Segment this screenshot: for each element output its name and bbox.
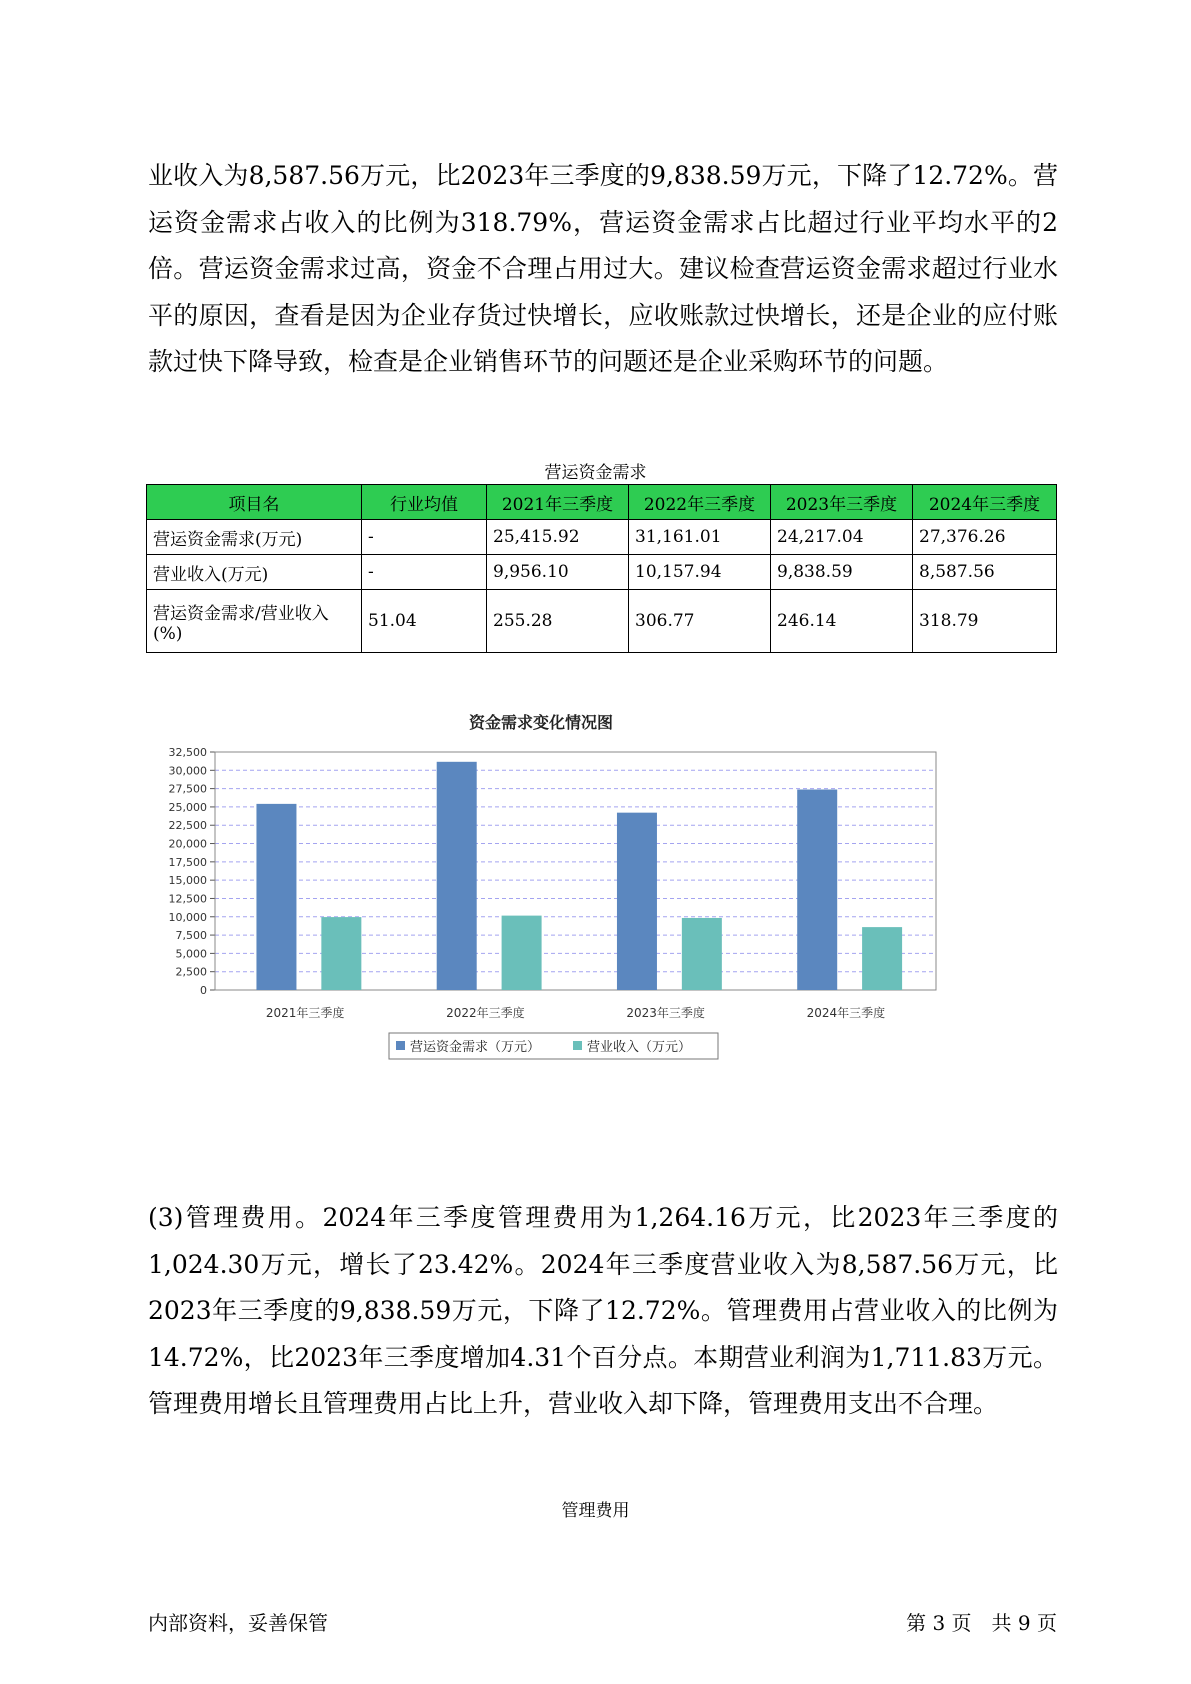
table-cell: 255.28: [487, 590, 629, 653]
bar-working-capital: [437, 762, 477, 990]
y-tick-label: 15,000: [168, 874, 207, 888]
table-cell: 246.14: [771, 590, 913, 653]
table-cell: -: [362, 520, 487, 555]
y-tick-label: 12,500: [168, 892, 207, 906]
table-cell: 营运资金需求/营业收入(%): [147, 590, 362, 653]
x-tick-label: 2022年三季度: [446, 1006, 525, 1020]
y-tick-label: 32,500: [168, 746, 207, 759]
table-cell: 306.77: [629, 590, 771, 653]
chart-title: 资金需求变化情况图: [468, 713, 614, 732]
legend-swatch: [573, 1041, 582, 1050]
table-title: 营运资金需求: [544, 463, 647, 483]
working-capital-table: [146, 484, 1057, 653]
y-tick-label: 17,500: [168, 855, 207, 869]
bar-working-capital: [797, 790, 837, 990]
y-tick-label: 22,500: [168, 819, 207, 833]
table-cell: 51.04: [362, 590, 487, 653]
table-cell: 31,161.01: [629, 520, 771, 555]
table-cell: 318.79: [913, 590, 1057, 653]
bar-working-capital: [256, 804, 296, 990]
table-header-cell: 2024年三季度: [913, 485, 1057, 520]
x-tick-label: 2021年三季度: [265, 1006, 345, 1020]
y-tick-label: 2,500: [175, 965, 207, 979]
body-paragraph: (3)管理费用。2024年三季度管理费用为1,264.16万元，比2023年三季度的1,024.30万元，增长了23.42%。2024年三季度营业收入为8,587.56万元，比2023年三季度的9,838.59万元，下降了12.72%。管理费用占营业收入的比例为14.72%，比2023年三季度增加4.31个百分点。本期营业利润为1,711.83万元。管理费用增长且管理费用占比上升，营业收入却下降，管理费用支出不合理。: [148, 1203, 1058, 1418]
y-tick-label: 25,000: [168, 800, 207, 814]
table-header-cell: 项目名: [147, 485, 362, 520]
table-cell: 9,956.10: [487, 555, 629, 590]
table-cell: 8,587.56: [913, 555, 1057, 590]
y-tick-label: 20,000: [168, 837, 207, 851]
table-header-row: [147, 485, 1057, 520]
table-cell: 24,217.04: [771, 520, 913, 555]
bar-working-capital: [617, 813, 657, 990]
y-tick-label: 10,000: [168, 910, 207, 924]
y-tick-label: 7,500: [175, 929, 207, 943]
bar-revenue: [321, 917, 361, 990]
legend-label: 营业收入（万元）: [587, 1040, 692, 1055]
table-row: [147, 520, 1057, 555]
y-tick-label: 5,000: [175, 947, 207, 961]
funding-demand-chart: [146, 700, 1058, 1160]
table-header-cell: 行业均值: [362, 485, 487, 520]
bar-revenue: [862, 927, 902, 990]
table-cell: 10,157.94: [629, 555, 771, 590]
table-header-cell: 2023年三季度: [771, 485, 913, 520]
x-tick-label: 2024年三季度: [806, 1006, 886, 1020]
x-tick-label: 2023年三季度: [626, 1006, 705, 1020]
table-cell: 营业收入(万元): [147, 555, 362, 590]
bar-revenue: [502, 916, 542, 990]
y-tick-label: 27,500: [168, 782, 207, 796]
legend-label: 营运资金需求（万元）: [410, 1040, 541, 1055]
table-cell: 9,838.59: [771, 555, 913, 590]
table-header-cell: 2022年三季度: [629, 485, 771, 520]
footer-page-number: 第 3 页 共 9 页: [906, 1611, 1057, 1635]
legend-swatch: [396, 1041, 405, 1050]
table-row: [147, 555, 1057, 590]
body-paragraph: 业收入为8,587.56万元，比2023年三季度的9,838.59万元，下降了12.72%。营运资金需求占收入的比例为318.79%，营运资金需求占比超过行业平均水平的2倍。营运资金需求过高，资金不合理占用过大。建议检查营运资金需求超过行业水平的原因，查看是因为企业存货过快增长，应收账款过快增长，还是企业的应付账款过快下降导致，检查是企业销售环节的问题还是企业采购环节的问题。: [148, 161, 1058, 376]
y-tick-label: 0: [200, 984, 207, 997]
table-cell: 25,415.92: [487, 520, 629, 555]
table-header-cell: 2021年三季度: [487, 485, 629, 520]
section-caption: 管理费用: [561, 1501, 630, 1521]
table-cell: -: [362, 555, 487, 590]
y-tick-label: 30,000: [168, 764, 207, 778]
table-cell: 27,376.26: [913, 520, 1057, 555]
footer-confidential-note: 内部资料，妥善保管: [148, 1611, 328, 1635]
table-cell: 营运资金需求(万元): [147, 520, 362, 555]
table-row: [147, 590, 1057, 653]
bar-revenue: [682, 918, 722, 990]
